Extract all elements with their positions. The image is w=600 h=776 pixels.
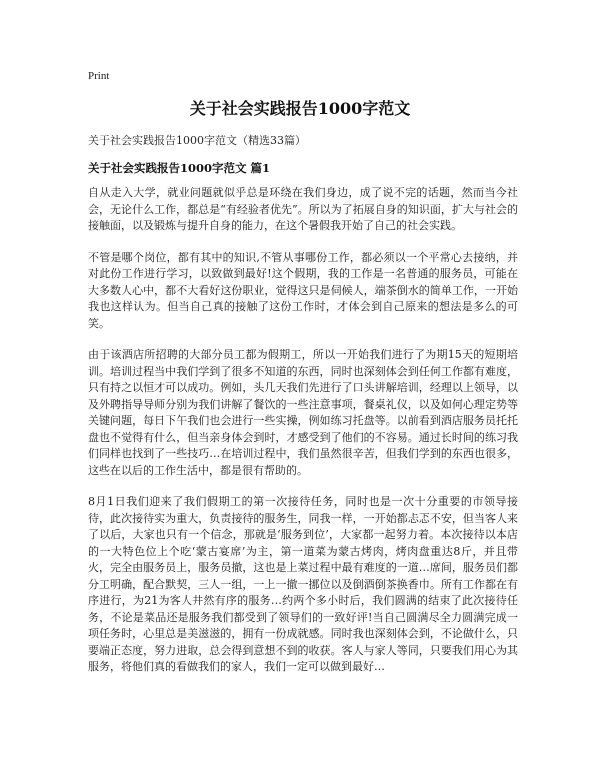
print-label[interactable]: Print [88,70,110,82]
paragraph-2: 不管是哪个岗位，都有其中的知识,不管从事哪份工作，都必须以一个平常心去接纳，并对此份工作进行学习，以致做到最好!这个假期，我的工作是一名普通的服务员，可能在大多数人心中，都不大看好这份职业，觉得这只是伺候人，端茶倒水的简单工作，一开始我也这样认为。但当自己真的接触了这份工作时，才体会到自己原来的想法是多么的可笑。 [88,250,518,330]
document-body [88,185,518,691]
document-title: 关于社会实践报告1000字范文 [189,99,411,118]
paragraph-4: 8月1日我们迎来了我们假期工的第一次接待任务，同时也是一次十分重要的市领导接待，此次接待实为重大，负责接待的服务生，同我一样，一开始都忐忑不安，但当客人来了以后，大家也只有一个信念，那就是‘服务到位’，大家都一起努力着。本次接待以本店的一大特色位上个吃‘蒙古宴席’为主，第一道菜为蒙古烤肉，烤肉盘重达8斤，并且带火，完全由服务员上，服务员撤，这也是上菜过程中最有难度的一道…席间，服务员们都分工明确，配合默契，三人一组，一上一撤一挪位以及倒酒倒茶换香巾。所有工作都在有序进行，为21为客人井然有序的服务…约两个多小时后，我们圆满的结束了此次接待任务，不论是菜品还是服务我们都受到了领导们的一致好评!当自己圆满尽全力圆满完成一项任务时，心里总是美滋滋的，拥有一份成就感。同时我也深刻体会到，不论做什么，只要端正态度，努力进取，总会得到意想不到的收获。客人与家人等同，只要我们用心为其服务，将他们真的看做我们的家人，我们一定可以做到最好… [88,495,518,673]
section-heading: 关于社会实践报告1000字范文 篇1 [88,161,271,175]
paragraph-3: 由于该酒店所招聘的大部分员工都为假期工，所以一开始我们进行了为期15天的短期培训。培训过程当中我们学到了很多不知道的东西，同时也深刻体会到任何工作都有难度，只有持之以恒才可以成功。例如，头几天我们先进行了口头讲解培训，经理以上领导，以及外聘指导导师分别为我们讲解了餐饮的一些注意事项，餐桌礼仪，以及如何心理定势等关键问题，每日下午我们也会进行一些实操，例如练习托盘等。以前看到酒店服务员托托盘也不觉得有什么，但当亲身体会到时，才感受到了他们的不容易。通过长时间的练习我们同样也找到了一些技巧…在培训过程中，我们虽然很辛苦，但我们学到的东西也很多，这些在以后的工作生活中，都是很有帮助的。 [88,348,518,477]
document-subtitle: 关于社会实践报告1000字范文（精选33篇） [88,134,306,147]
paragraph-1: 自从走入大学，就业问题就似乎总是环绕在我们身边，成了说不完的话题，然而当今社会，无论什么工作，都总是“有经验者优先”。所以为了拓展自身的知识面，扩大与社会的接触面，以及锻炼与提升自身的能力，在这个暑假我开始了自己的社会实践。 [88,186,518,232]
